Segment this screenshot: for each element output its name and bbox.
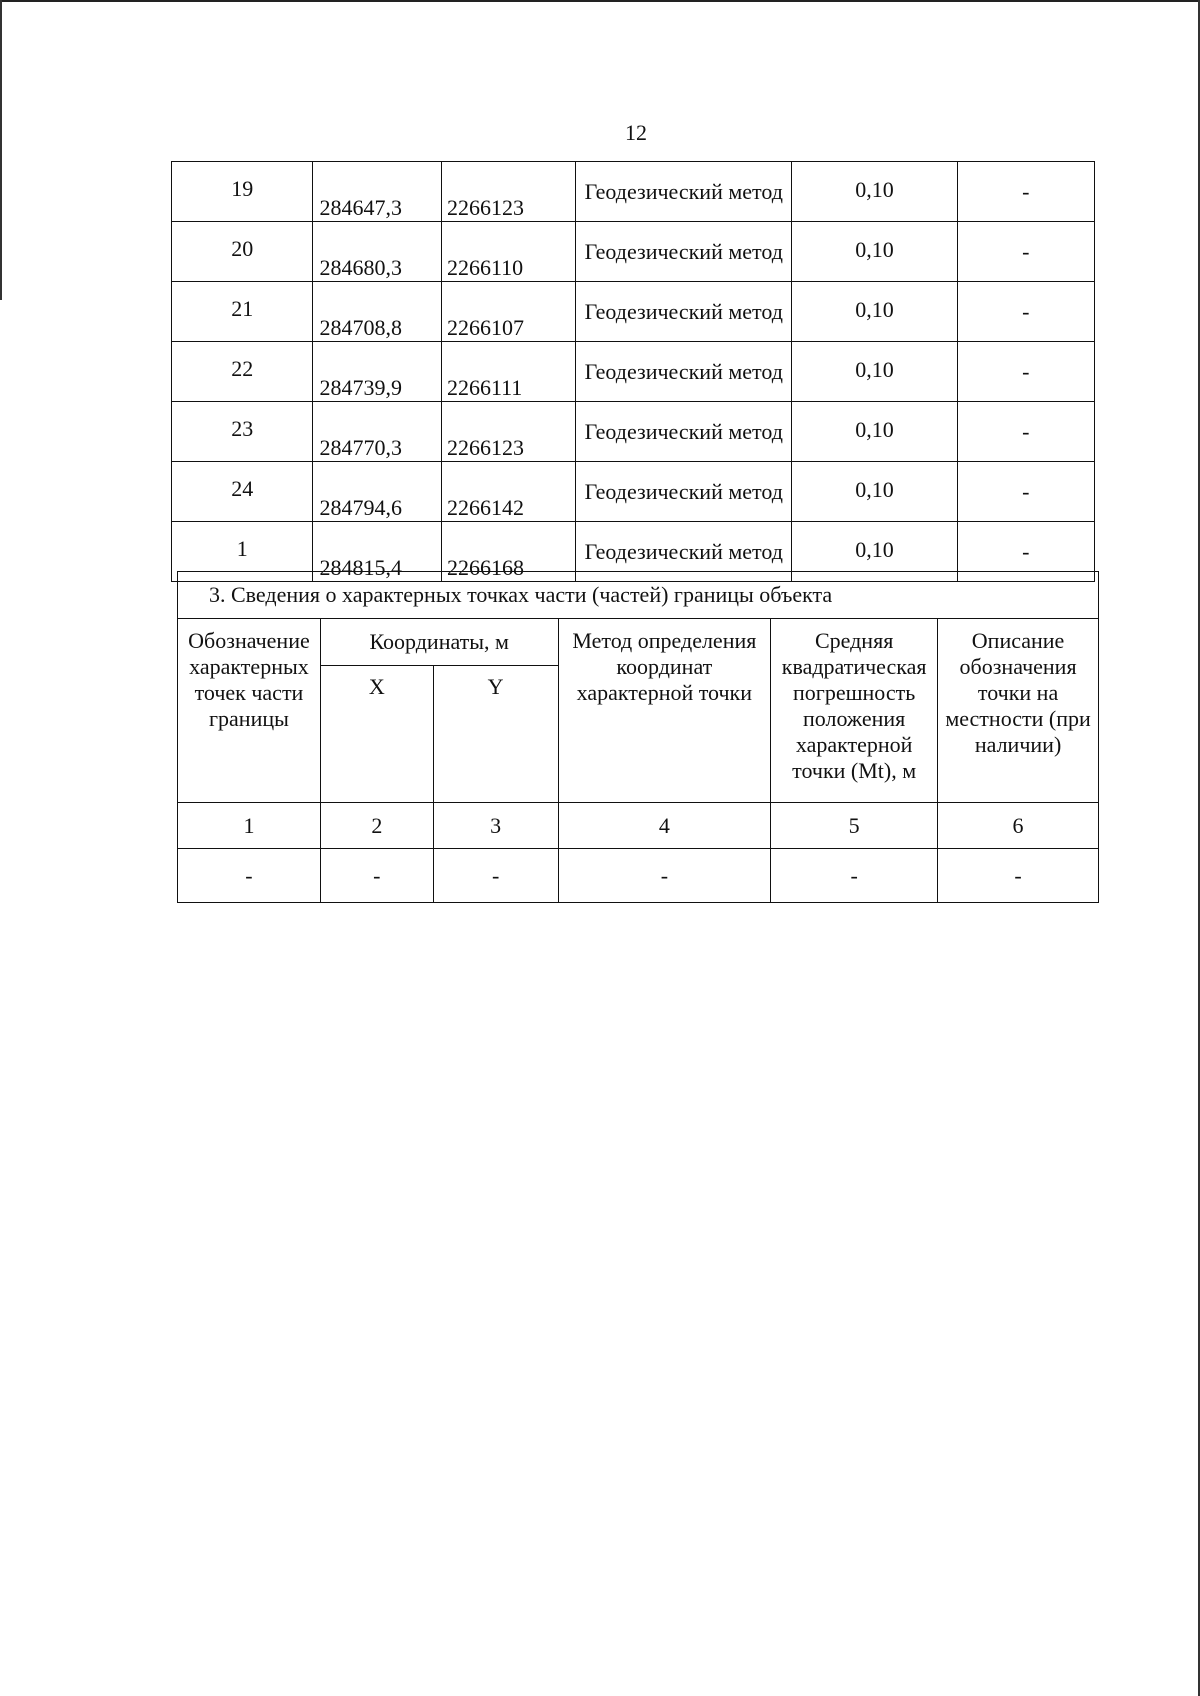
description-cell: - — [957, 402, 1094, 462]
header-y: Y — [433, 666, 558, 803]
boundary-points-table-body — [172, 162, 1095, 582]
column-number: 4 — [558, 803, 771, 849]
column-number: 3 — [433, 803, 558, 849]
description-cell: - — [957, 522, 1094, 582]
coordinate-y-cell: 2266107 — [441, 282, 575, 342]
column-number: 1 — [178, 803, 321, 849]
accuracy-cell: 0,10 — [792, 462, 957, 522]
table-cell: - — [320, 849, 433, 903]
table-row — [172, 402, 1095, 462]
point-number-cell: 24 — [172, 462, 313, 522]
description-cell: - — [957, 282, 1094, 342]
coordinate-y-cell: 2266142 — [441, 462, 575, 522]
coordinate-x-cell: 284815,4 — [313, 522, 441, 582]
table-cell: - — [938, 849, 1099, 903]
page-border-left — [0, 0, 2, 300]
table-row — [172, 162, 1095, 222]
accuracy-cell: 0,10 — [792, 162, 957, 222]
coordinate-x-cell: 284708,8 — [313, 282, 441, 342]
header-method: Метод определения координат характерной точки — [558, 619, 771, 803]
header-accuracy: Средняя квадратическая погрешность положения характерной точки (Mt), м — [771, 619, 938, 803]
method-cell: Геодезический метод — [576, 282, 792, 342]
coordinate-x-cell: 284680,3 — [313, 222, 441, 282]
point-number-cell: 19 — [172, 162, 313, 222]
method-cell: Геодезический метод — [576, 402, 792, 462]
method-cell: Геодезический метод — [576, 162, 792, 222]
coordinate-y-cell: 2266123 — [441, 402, 575, 462]
coordinate-x-cell: 284647,3 — [313, 162, 441, 222]
column-number: 6 — [938, 803, 1099, 849]
accuracy-cell: 0,10 — [792, 342, 957, 402]
table-cell: - — [433, 849, 558, 903]
point-number-cell: 23 — [172, 402, 313, 462]
coordinate-y-cell: 2266110 — [441, 222, 575, 282]
description-cell: - — [957, 342, 1094, 402]
table-row — [178, 849, 1099, 903]
table-cell: - — [771, 849, 938, 903]
coordinate-x-cell: 284739,9 — [313, 342, 441, 402]
table-cell: - — [178, 849, 321, 903]
header-row — [178, 619, 1099, 666]
coordinate-x-cell: 284770,3 — [313, 402, 441, 462]
coordinate-y-cell: 2266168 — [441, 522, 575, 582]
table-row — [172, 282, 1095, 342]
table-row — [172, 462, 1095, 522]
page-number: 12 — [625, 120, 647, 145]
coordinate-x-cell: 284794,6 — [313, 462, 441, 522]
table-cell: - — [558, 849, 771, 903]
coordinate-y-cell: 2266111 — [441, 342, 575, 402]
point-number-cell: 21 — [172, 282, 313, 342]
accuracy-cell: 0,10 — [792, 222, 957, 282]
part-boundary-points-table — [177, 571, 1099, 903]
page-border-top — [0, 0, 1200, 2]
boundary-points-table — [171, 161, 1095, 582]
point-number-cell: 1 — [172, 522, 313, 582]
header-x: X — [320, 666, 433, 803]
point-number-cell: 20 — [172, 222, 313, 282]
method-cell: Геодезический метод — [576, 342, 792, 402]
header-coordinates: Координаты, м — [320, 619, 558, 666]
method-cell: Геодезический метод — [576, 462, 792, 522]
description-cell: - — [957, 222, 1094, 282]
header-point: Обозначение характерных точек части границы — [178, 619, 321, 803]
point-number-cell: 22 — [172, 342, 313, 402]
column-number: 5 — [771, 803, 938, 849]
table-row — [172, 222, 1095, 282]
method-cell: Геодезический метод — [576, 522, 792, 582]
section-title: 3. Сведения о характерных точках части (частей) границы объекта — [178, 572, 1099, 619]
section-title-row — [178, 572, 1099, 619]
accuracy-cell: 0,10 — [792, 522, 957, 582]
coordinate-y-cell: 2266123 — [441, 162, 575, 222]
accuracy-cell: 0,10 — [792, 282, 957, 342]
table-row — [172, 342, 1095, 402]
description-cell: - — [957, 462, 1094, 522]
description-cell: - — [957, 162, 1094, 222]
accuracy-cell: 0,10 — [792, 402, 957, 462]
header-description: Описание обозначения точки на местности (при наличии) — [938, 619, 1099, 803]
column-number: 2 — [320, 803, 433, 849]
column-number-row — [178, 803, 1099, 849]
method-cell: Геодезический метод — [576, 222, 792, 282]
